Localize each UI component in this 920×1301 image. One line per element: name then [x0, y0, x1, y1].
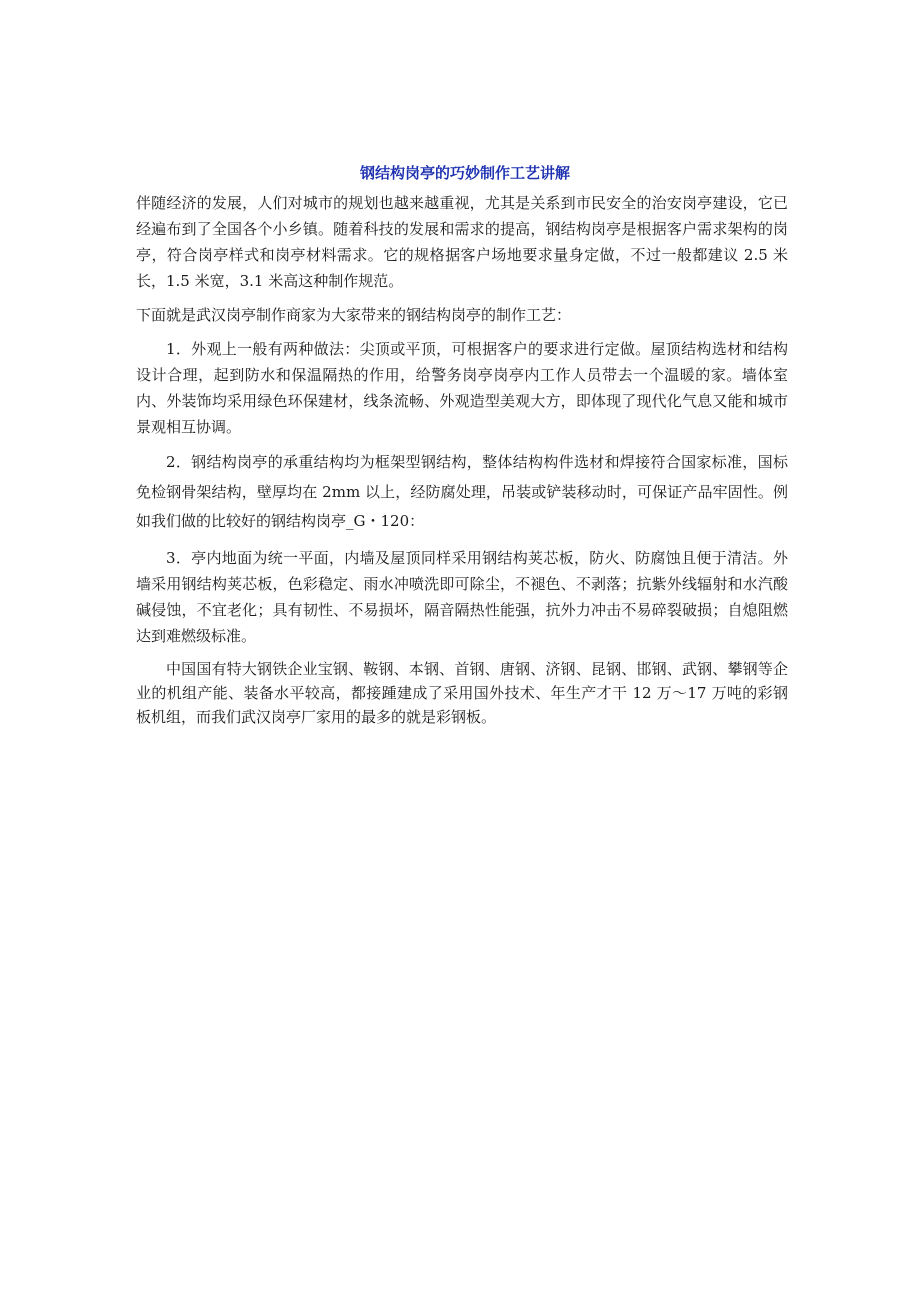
paragraph-item-3: 3．亭内地面为统一平面，内墙及屋顶同样采用钢结构荚芯板，防火、防腐蚀且便于清洁。外墙采用钢结构荚芯板，色彩稳定、雨水冲喷洗即可除尘，不褪色、不剥落；抗紫外线辐射和水汽酸碱侵蚀，不宜老化；具有韧性、不易损坏，隔音隔热性能强，抗外力冲击不易碎裂破损；自熄阻燃达到难燃级标准。 — [136, 548, 788, 645]
paragraph-item-1: 1．外观上一般有两种做法：尖顶或平顶，可根据客户的要求进行定做。屋顶结构选材和结构设计合理，起到防水和保温隔热的作用，给警务岗亭岗亭内工作人员带去一个温暖的家。墙体室内、外装饰均采用绿色环保建材，线条流畅、外观造型美观大方，即体现了现代化气息又能和城市景观相互协调。 — [136, 340, 788, 436]
document-title: 钢结构岗亭的巧妙制作工艺讲解 — [359, 164, 570, 182]
paragraph-lead-in: 下面就是武汉岗亭制作商家为大家带来的钢结构岗亭的制作工艺： — [136, 306, 572, 324]
document-body — [136, 160, 788, 729]
paragraph-steel-companies: 中国国有特大钢铁企业宝钢、鞍钢、本钢、首钢、唐钢、济钢、昆钢、邯钢、武钢、攀钢等企业的机组产能、装备水平较高，都接踵建成了采用国外技术、年生产才干 12 万～17 万吨的彩钢板机组，而我们武汉岗亭厂家用的最多的就是彩钢板。 — [136, 659, 788, 726]
paragraph-intro: 伴随经济的发展，人们对城市的规划也越来越重视，尤其是关系到市民安全的治安岗亭建设，它已经遍布到了全国各个小乡镇。随着科技的发展和需求的提高，钢结构岗亭是根据客户需求架构的岗亭，符合岗亭样式和岗亭材料需求。它的规格据客户场地要求量身定做，不过一般都建议 2.5 米长，1.5 米宽，3.1 米高这种制作规范。 — [136, 194, 788, 290]
paragraph-item-2: 2．钢结构岗亭的承重结构均为框架型钢结构，整体结构构件选材和焊接符合国家标准，国标免检钢骨架结构，壁厚均在 2mm 以上，经防腐处理，吊装或铲装移动时，可保证产品牢固性。例如我们做的比较好的钢结构岗亭_G・120： — [136, 453, 788, 530]
